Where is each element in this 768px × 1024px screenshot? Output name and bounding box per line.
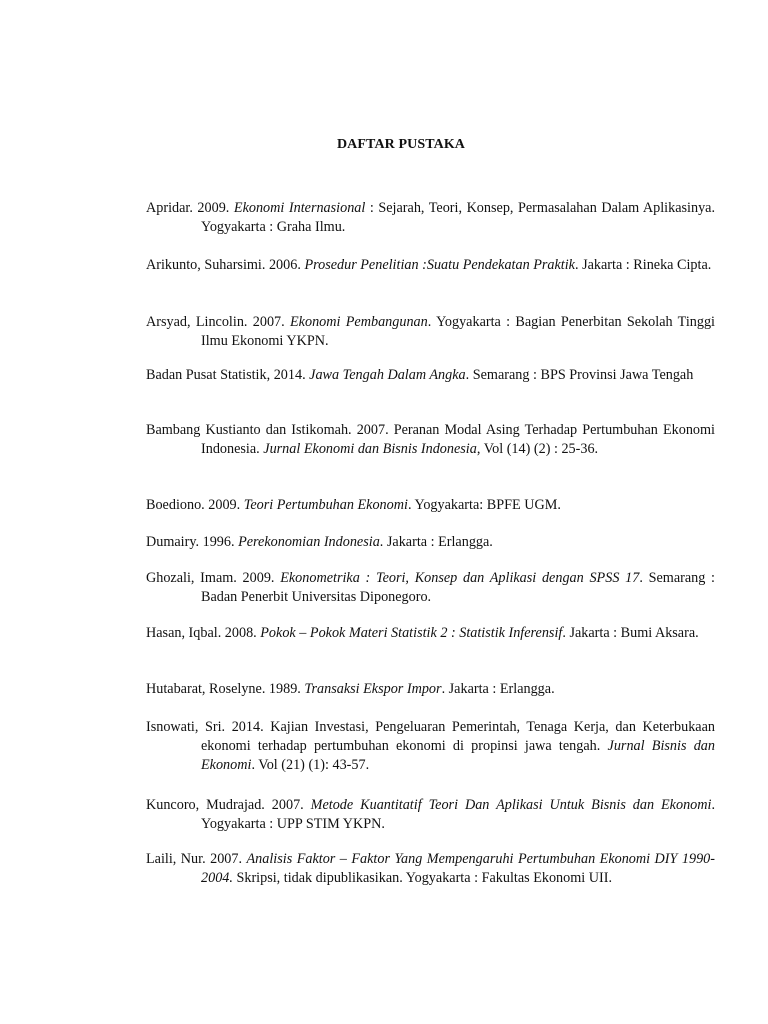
reference-text: . Jakarta : Erlangga.	[379, 534, 493, 550]
reference-entry	[146, 313, 715, 351]
reference-text: . Semarang : Badan Penerbit Universitas Diponegoro.	[201, 570, 716, 605]
reference-text: Ghozali, Imam. 2009.	[146, 570, 281, 586]
reference-text: Arsyad, Lincolin. 2007.	[146, 314, 291, 330]
reference-title: Transaksi Ekspor Impor	[304, 681, 442, 697]
reference-entry	[146, 533, 715, 552]
reference-title: Analisis Faktor – Faktor Yang Mempengaruhi Pertumbuhan Ekonomi DIY 1990-2004.	[201, 851, 715, 886]
reference-text: Apridar. 2009.	[146, 200, 234, 216]
reference-text: Isnowati, Sri. 2014. Kajian Investasi, Pengeluaran Pemerintah, Tenaga Kerja, dan Keterbukaan ekonomi terhadap pertumbuhan ekonomi di propinsi jawa tengah.	[146, 719, 715, 754]
reference-title: Metode Kuantitatif Teori Dan Aplikasi Untuk Bisnis dan Ekonomi	[310, 797, 712, 813]
reference-entry	[146, 421, 715, 459]
page-title: DAFTAR PUSTAKA	[336, 137, 466, 152]
reference-entry	[146, 496, 715, 515]
reference-text: : Sejarah, Teori, Konsep, Permasalahan Dalam Aplikasinya. Yogyakarta : Graha Ilmu.	[201, 200, 716, 235]
reference-entry	[146, 624, 715, 643]
reference-title: Jawa Tengah Dalam Angka	[309, 367, 466, 383]
reference-title: Perekonomian Indonesia	[238, 534, 380, 550]
reference-entry	[146, 850, 715, 888]
reference-text: Hasan, Iqbal. 2008.	[146, 625, 261, 641]
reference-entry	[146, 569, 715, 607]
reference-text: , Vol (14) (2) : 25-36.	[476, 441, 599, 457]
reference-entry	[146, 718, 715, 775]
reference-entry	[146, 796, 715, 834]
reference-entry	[146, 199, 715, 237]
reference-title: Prosedur Penelitian :Suatu Pendekatan Praktik	[304, 257, 575, 273]
reference-title: Pokok – Pokok Materi Statistik 2 : Statistik Inferensif	[260, 625, 563, 641]
reference-entry	[146, 680, 715, 699]
reference-text: . Jakarta : Rineka Cipta.	[574, 257, 712, 273]
reference-text: Skripsi, tidak dipublikasikan. Yogyakarta : Fakultas Ekonomi UII.	[232, 870, 613, 886]
reference-text: . Jakarta : Erlangga.	[441, 681, 555, 697]
reference-title: Ekonometrika : Teori, Konsep dan Aplikasi dengan SPSS 17	[280, 570, 640, 586]
reference-text: . Yogyakarta : UPP STIM YKPN.	[201, 797, 715, 832]
reference-entry	[146, 366, 715, 385]
reference-text: . Yogyakarta: BPFE UGM.	[407, 497, 561, 513]
reference-text: Boediono. 2009.	[146, 497, 244, 513]
reference-text: . Semarang : BPS Provinsi Jawa Tengah	[465, 367, 694, 383]
reference-title: Teori Pertumbuhan Ekonomi	[243, 497, 408, 513]
reference-text: . Yogyakarta : Bagian Penerbitan Sekolah Tinggi Ilmu Ekonomi YKPN.	[201, 314, 715, 349]
reference-title: Jurnal Ekonomi dan Bisnis Indonesia	[263, 441, 477, 457]
reference-text: Arikunto, Suharsimi. 2006.	[146, 257, 305, 273]
reference-text: Bambang Kustianto dan Istikomah. 2007. Peranan Modal Asing Terhadap Pertumbuhan Ekonomi Indonesia.	[146, 422, 715, 457]
reference-text: Dumairy. 1996.	[146, 534, 239, 550]
reference-text: Kuncoro, Mudrajad. 2007.	[146, 797, 311, 813]
reference-text: . Vol (21) (1): 43-57.	[251, 757, 370, 773]
reference-text: . Jakarta : Bumi Aksara.	[562, 625, 699, 641]
reference-text: Hutabarat, Roselyne. 1989.	[146, 681, 305, 697]
reference-title: Ekonomi Internasional	[233, 200, 366, 216]
reference-text: Badan Pusat Statistik, 2014.	[146, 367, 310, 383]
reference-entry	[146, 256, 715, 275]
reference-text: Laili, Nur. 2007.	[146, 851, 247, 867]
reference-title: Ekonomi Pembangunan	[290, 314, 428, 330]
reference-title: Jurnal Bisnis dan Ekonomi	[201, 738, 715, 773]
